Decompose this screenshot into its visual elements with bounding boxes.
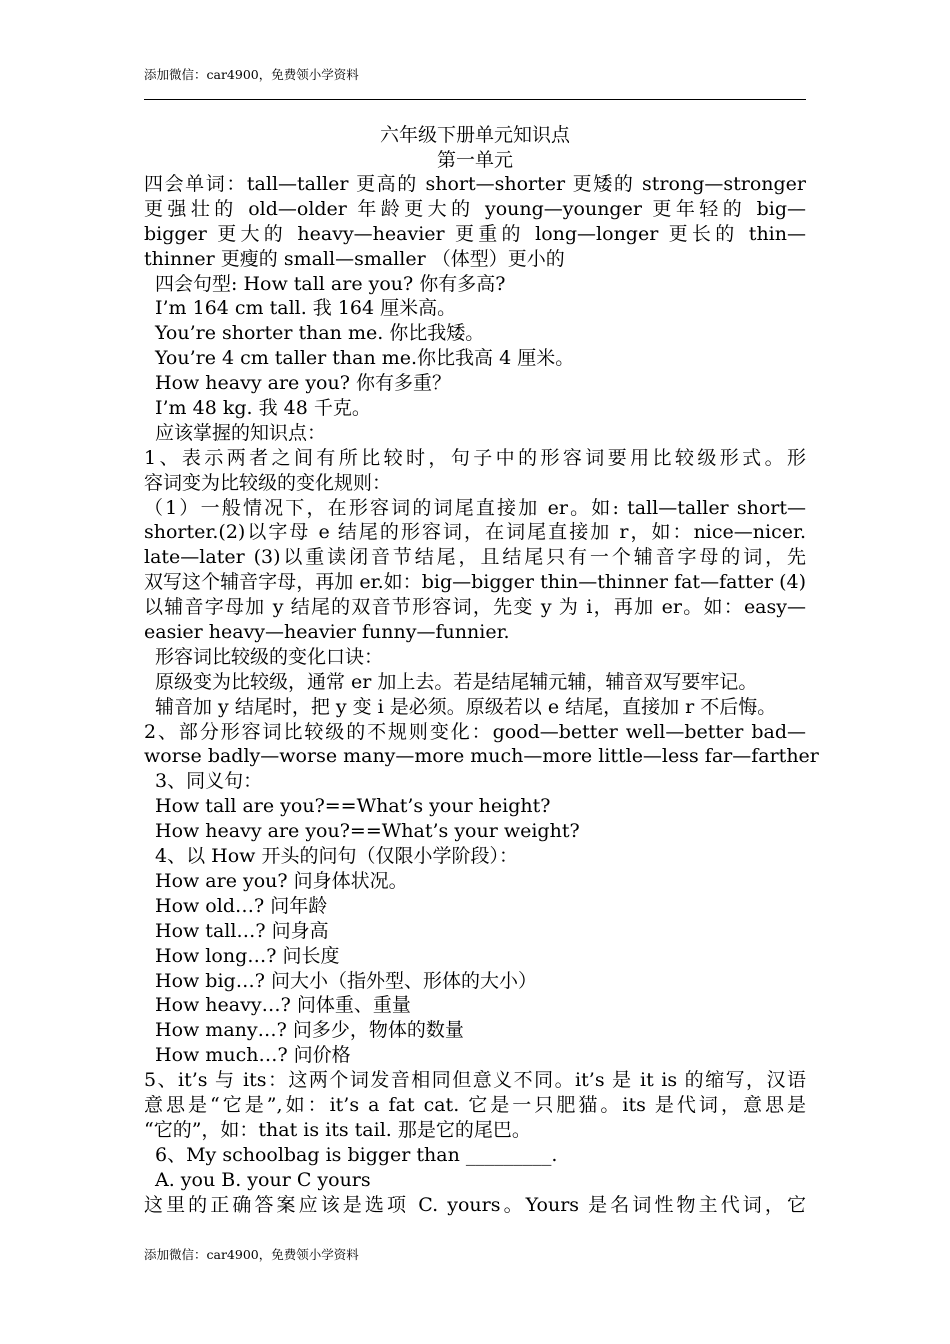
- text-line: 2、部分形容词比较级的不规则变化：good—better well—better bad—: [144, 720, 806, 743]
- text-line: How old…? 问年龄: [155, 894, 328, 917]
- text-line: 四会单词：tall—taller 更高的 short—shorter 更矮的 strong—stronger: [144, 173, 806, 195]
- text-line: How tall are you?==What’s your height?: [155, 795, 551, 818]
- text-line: How are you? 问身体状况。: [155, 869, 408, 892]
- text-line: 原级变为比较级，通常 er 加上去。若是结尾辅元辅，辅音双写要牢记。: [155, 670, 758, 693]
- text-line: How big…? 问大小（指外型、形体的大小）: [155, 969, 537, 992]
- text-line: bigger 更大的 heavy—heavier 更重的 long—longer 更长的 thin—: [144, 222, 806, 245]
- text-line: easier heavy—heavier funny—funnier.: [144, 621, 510, 644]
- text-line: 4、以 How 开头的问句（仅限小学阶段）：: [155, 845, 518, 868]
- text-line: 更强壮的 old—older 年龄更大的 young—younger 更年轻的 big—: [144, 197, 806, 220]
- text-line: late—later (3)以重读闭音节结尾，且结尾只有一个辅音字母的词，先: [144, 546, 806, 569]
- text-line: 6、My schoolbag is bigger than _________.: [155, 1143, 558, 1166]
- text-line: 双写这个辅音字母，再加 er.如：big—bigger thin—thinner fat—fatter (4): [144, 571, 806, 594]
- document-title: 六年级下册单元知识点: [379, 124, 570, 146]
- text-line: 应该掌握的知识点：: [155, 421, 327, 444]
- text-line: 这里的正确答案应该是选项 C. yours。Yours 是名词性物主代词，它: [144, 1193, 806, 1216]
- text-line: 5、it’s 与 its：这两个词发音相同但意义不同。it’s 是 it is 的缩写，汉语: [144, 1069, 806, 1092]
- text-line: How much…? 问价格: [155, 1044, 351, 1067]
- text-line: You’re shorter than me. 你比我矮。: [155, 322, 485, 345]
- header-divider: [144, 99, 806, 100]
- text-line: How heavy are you?==What’s your weight?: [155, 820, 580, 843]
- text-line: 1、表示两者之间有所比较时，句子中的形容词要用比较级形式。形: [144, 446, 806, 469]
- unit-title: 第一单元: [436, 149, 513, 171]
- text-line: 容词变为比较级的变化规则：: [144, 471, 392, 494]
- text-line: How heavy are you? 你有多重？: [155, 372, 451, 395]
- document-body: [144, 172, 819, 1217]
- text-line: How tall…? 问身高: [155, 919, 329, 942]
- text-line: 意思是“它是”,如：it’s a fat cat. 它是一只肥猫。its 是代词，意思是: [144, 1093, 806, 1116]
- text-line: 3、同义句：: [155, 770, 263, 793]
- text-line: worse badly—worse many—more much—more little—less far—farther: [144, 745, 819, 768]
- text-line: 辅音加 y 结尾时，把 y 变 i 是必须。原级若以 e 结尾，直接加 r 不后悔。: [155, 695, 777, 718]
- text-line: How many…? 问多少，物体的数量: [155, 1019, 464, 1042]
- text-line: 形容词比较级的变化口诀：: [155, 645, 384, 668]
- text-line: 以辅音字母加 y 结尾的双音节形容词，先变 y 为 i，再加 er。如：easy—: [144, 596, 806, 619]
- page-header: 添加微信：car4900，免费领小学资料: [144, 67, 359, 82]
- text-line: （1）一般情况下，在形容词的词尾直接加 er。如: tall—taller short—: [144, 496, 806, 519]
- text-line: thinner 更瘦的 small—smaller （体型）更小的: [144, 247, 565, 270]
- text-line: I’m 164 cm tall. 我 164 厘米高。: [155, 297, 457, 320]
- text-line: “它的”，如：that is its tail. 那是它的尾巴。: [144, 1118, 531, 1141]
- text-line: I’m 48 kg. 我 48 千克。: [155, 397, 371, 420]
- page-footer: 添加微信：car4900，免费领小学资料: [144, 1247, 359, 1262]
- text-line: You’re 4 cm taller than me.你比我高 4 厘米。: [155, 347, 575, 370]
- text-line: shorter.(2)以字母 e 结尾的形容词，在词尾直接加 r，如：nice—nicer.: [144, 521, 806, 544]
- text-line: A. you B. your C yours: [155, 1168, 371, 1191]
- text-line: How long…? 问长度: [155, 944, 340, 967]
- text-line: 四会句型: How tall are you? 你有多高?: [155, 272, 506, 295]
- text-line: How heavy…? 问体重、重量: [155, 994, 411, 1017]
